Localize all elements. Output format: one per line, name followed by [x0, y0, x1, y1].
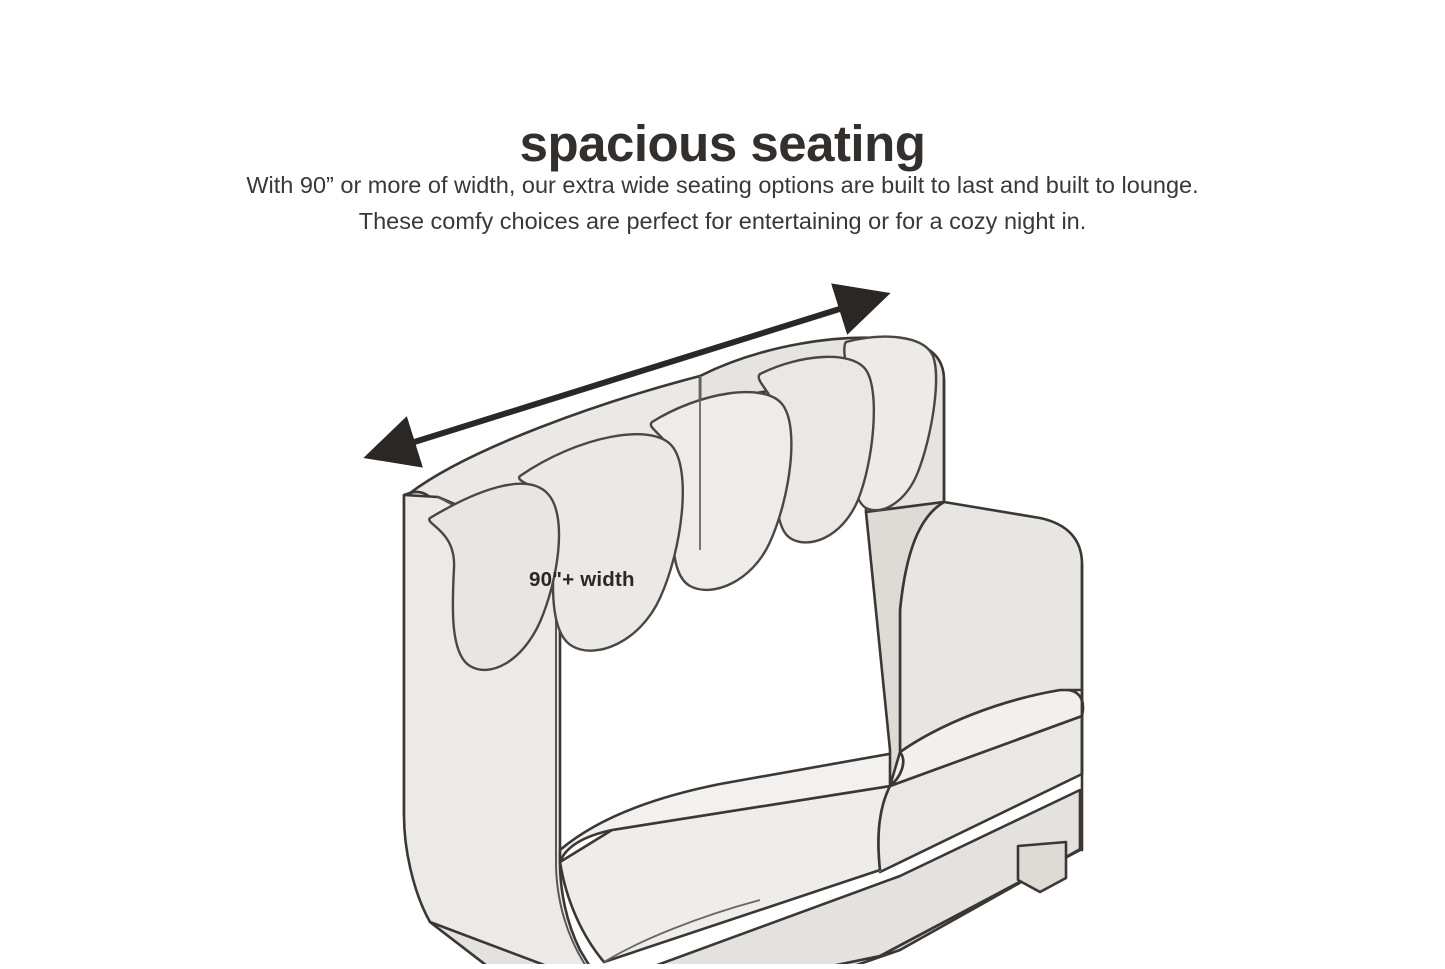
sofa-diagram-svg: [0, 250, 1445, 964]
page-title: spacious seating: [519, 115, 926, 173]
description-line-2: These comfy choices are perfect for entertaining or for a cozy night in.: [358, 207, 1087, 234]
dimension-label: 90"+ width: [529, 568, 635, 591]
description-text: [0, 168, 1445, 239]
sofa-leg-right: [1018, 842, 1066, 892]
sofa-illustration: [0, 250, 1445, 964]
description-line-1: With 90” or more of width, our extra wide seating options are built to last and built to lounge.: [246, 172, 1199, 198]
